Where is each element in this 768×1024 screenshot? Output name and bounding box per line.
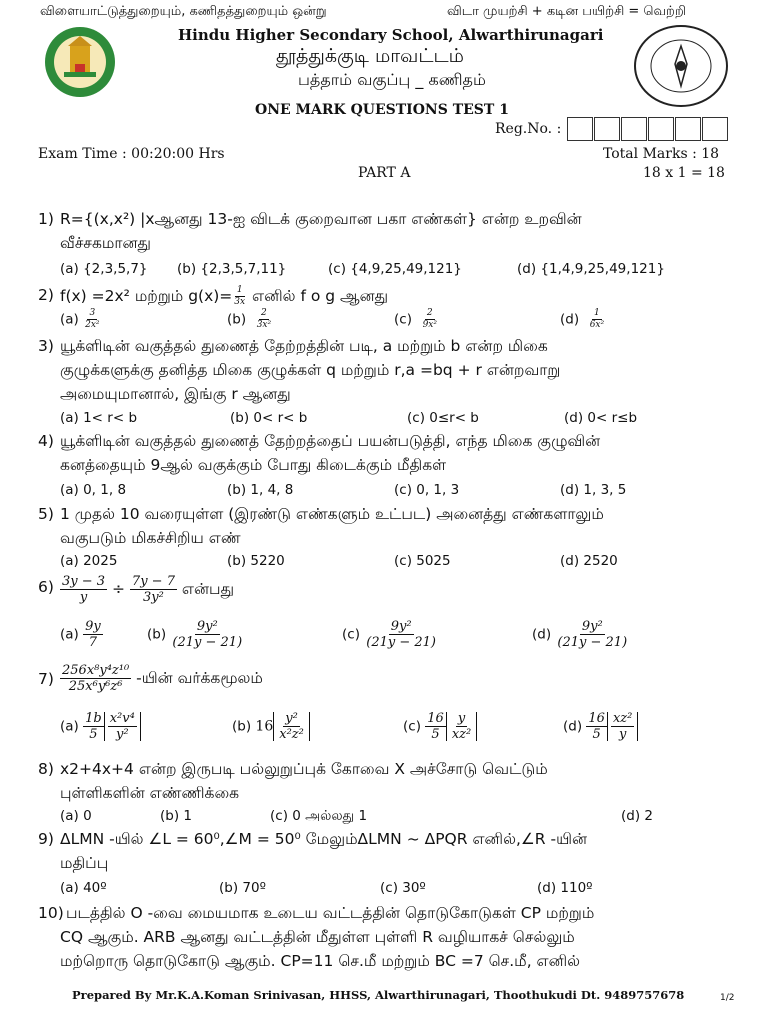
denominator: (21y − 21) bbox=[557, 635, 628, 650]
numerator: 2 bbox=[426, 308, 433, 318]
option-d[interactable]: (d) 110º bbox=[537, 880, 593, 896]
option-label: (d) bbox=[532, 626, 552, 643]
coefficient bbox=[586, 712, 607, 741]
reg-no-box-6[interactable] bbox=[702, 117, 728, 141]
total-marks: Total Marks : 18 bbox=[603, 146, 720, 162]
coefficient bbox=[83, 712, 104, 741]
question-text: மதிப்பு bbox=[60, 854, 109, 872]
header-motto-right: விடா முயற்சி + கடின பயிற்சி = வெற்றி bbox=[447, 4, 687, 19]
absolute-value bbox=[273, 712, 310, 741]
absolute-value bbox=[104, 712, 141, 741]
fraction bbox=[450, 712, 473, 741]
option-b[interactable] bbox=[227, 309, 273, 330]
fraction bbox=[364, 620, 438, 649]
divide-operator: ÷ bbox=[111, 580, 125, 598]
option-d[interactable]: (d) 2520 bbox=[560, 553, 618, 569]
coefficient bbox=[425, 712, 446, 741]
denominator: y bbox=[79, 590, 88, 605]
exam-time: Exam Time : 00:20:00 Hrs bbox=[38, 146, 225, 162]
option-b[interactable]: (b) {2,3,5,7,11} bbox=[177, 261, 287, 277]
option-d[interactable] bbox=[563, 712, 638, 741]
option-c[interactable]: (c) 0 அல்லது 1 bbox=[270, 808, 368, 824]
option-b[interactable]: (b) 0< r< b bbox=[230, 410, 308, 426]
option-c[interactable]: (c) 0≤r< b bbox=[407, 410, 479, 426]
question-number: 9) bbox=[38, 830, 54, 848]
question-text: 1 முதல் 10 வரையுள்ள (இரண்டு எண்களும் உட்பட) அனைத்து எண்களாலும் bbox=[60, 505, 604, 523]
fraction bbox=[555, 620, 629, 649]
question-text: யூக்ளிடின் வகுத்தல் துணைத் தேற்றத்தைப் பயன்படுத்தி, எந்த மிகை குழுவின் bbox=[60, 432, 601, 450]
question-text: படத்தில் O -வை மையமாக உடைய வட்டத்தின் தொடுகோடுகள் CP மற்றும் bbox=[66, 904, 595, 922]
denominator: 25x⁶y⁶z⁶ bbox=[68, 679, 123, 694]
option-a[interactable] bbox=[60, 620, 103, 649]
option-label: (b) bbox=[227, 311, 247, 328]
absolute-value bbox=[446, 712, 477, 741]
question-number: 3) bbox=[38, 337, 54, 355]
question-number: 6) bbox=[38, 578, 54, 596]
numerator: x²v⁴ bbox=[109, 711, 135, 726]
option-d[interactable]: (d) {1,4,9,25,49,121} bbox=[517, 261, 665, 277]
option-c[interactable] bbox=[394, 309, 439, 330]
numerator: 1 bbox=[236, 285, 243, 295]
question-text-post: என்பது bbox=[181, 580, 235, 598]
reg-no-label: Reg.No. : bbox=[495, 121, 562, 137]
fraction bbox=[170, 620, 244, 649]
numerator: 7y − 7 bbox=[131, 574, 175, 589]
numerator: 3 bbox=[89, 308, 96, 318]
numerator: 3y − 3 bbox=[62, 574, 106, 589]
question-number: 1) bbox=[38, 210, 54, 228]
option-label: (c) bbox=[403, 718, 421, 735]
numerator: 9y bbox=[85, 619, 101, 634]
fraction bbox=[108, 712, 137, 741]
option-label: (b) bbox=[147, 626, 167, 643]
question-number: 4) bbox=[38, 432, 54, 450]
denominator: 5 bbox=[89, 727, 98, 742]
fraction bbox=[277, 712, 306, 741]
reg-no-box-4[interactable] bbox=[648, 117, 674, 141]
option-a[interactable]: (a) 0, 1, 8 bbox=[60, 482, 127, 498]
denominator: y² bbox=[115, 727, 129, 742]
question-text: CQ ஆகும். ARB ஆனது வட்டத்தின் மீதுள்ள புள்ளி R வழியாகச் செல்லும் bbox=[60, 928, 575, 946]
question-text: ΔLMN -யில் ∠L = 60⁰,∠M = 50⁰ மேலும்ΔLMN ~ ΔPQR எனில்,∠R -யின் bbox=[60, 830, 588, 848]
option-a[interactable]: (a) 40º bbox=[60, 880, 107, 896]
numerator: 1 bbox=[594, 308, 600, 318]
fraction bbox=[60, 664, 131, 693]
option-b[interactable]: (b) 1, 4, 8 bbox=[227, 482, 294, 498]
question-text-post: எனில் f o g ஆனது bbox=[247, 287, 389, 305]
question-text: வீச்சகமானது bbox=[60, 234, 151, 252]
question-text: குழுக்களுக்கு தனித்த மிகை குழுக்கள் q மற்றும் r,a =bq + r என்றவாறு bbox=[60, 361, 561, 379]
option-label: (a) bbox=[60, 311, 79, 328]
header-motto-left: விளையாட்டுத்துறையும், கணிதத்துறையும் ஒன்று bbox=[40, 4, 327, 19]
option-label: (b) bbox=[232, 718, 252, 735]
denominator: xz² bbox=[451, 727, 472, 742]
question-text: x2+4x+4 என்ற இருபடி பல்லுறுப்புக் கோவை X அச்சோடு வெட்டும் bbox=[60, 760, 548, 778]
option-a[interactable]: (a) {2,3,5,7} bbox=[60, 261, 148, 277]
numerator: 16 bbox=[427, 711, 444, 726]
numerator: xz² bbox=[612, 711, 633, 726]
option-c[interactable]: (c) {4,9,25,49,121} bbox=[328, 261, 462, 277]
question-text bbox=[60, 664, 263, 693]
class-subject: பத்தாம் வகுப்பு _ கணிதம் bbox=[298, 70, 486, 89]
question-text: வகுபடும் மிகச்சிறிய எண் bbox=[60, 529, 241, 547]
school-emblem-left bbox=[42, 24, 118, 100]
question-number: 10) bbox=[38, 904, 64, 922]
reg-no-box-1[interactable] bbox=[567, 117, 593, 141]
fraction bbox=[83, 309, 101, 330]
option-a[interactable] bbox=[60, 712, 141, 741]
numerator: 9y² bbox=[390, 619, 412, 634]
fraction bbox=[255, 309, 273, 330]
denominator: x²z² bbox=[279, 727, 304, 742]
option-c[interactable]: (c) 30º bbox=[380, 880, 426, 896]
option-a[interactable] bbox=[60, 309, 102, 330]
reg-no-box-3[interactable] bbox=[621, 117, 647, 141]
school-emblem-right bbox=[632, 24, 730, 108]
option-label: (a) bbox=[60, 626, 79, 643]
denominator: 5 bbox=[592, 727, 601, 742]
denominator: (21y − 21) bbox=[172, 635, 243, 650]
question-text bbox=[60, 575, 234, 604]
question-text: கனத்தையும் 9ஆல் வகுக்கும் போது கிடைக்கும் மீதிகள் bbox=[60, 456, 447, 474]
option-c[interactable] bbox=[403, 712, 477, 741]
option-c[interactable]: (c) 0, 1, 3 bbox=[394, 482, 460, 498]
fraction bbox=[60, 575, 107, 604]
option-label: (a) bbox=[60, 718, 79, 735]
question-text: மற்றொரு தொடுகோடு ஆகும். CP=11 செ.மீ மற்றும் BC =7 செ.மீ, எனில் bbox=[60, 952, 581, 970]
question-number: 7) bbox=[38, 670, 54, 688]
option-b[interactable] bbox=[147, 620, 244, 649]
option-a[interactable]: (a) 0 bbox=[60, 808, 92, 824]
denominator: 3y² bbox=[143, 590, 164, 605]
option-label: (d) bbox=[563, 718, 583, 735]
footer-prepared-by: Prepared By Mr.K.A.Koman Srinivasan, HHSS, Alwarthirunagari, Thoothukudi Dt. 9489757678 bbox=[72, 988, 685, 1002]
numerator: 9y² bbox=[196, 619, 218, 634]
denominator: 3x bbox=[234, 297, 246, 307]
denominator: 7 bbox=[88, 635, 98, 650]
coefficient: 16 bbox=[255, 718, 274, 735]
denominator: 6x² bbox=[589, 320, 605, 330]
denominator: (21y − 21) bbox=[366, 635, 436, 650]
question-number: 5) bbox=[38, 505, 54, 523]
fraction bbox=[611, 712, 634, 741]
question-text bbox=[60, 286, 388, 307]
option-d[interactable]: (d) 1, 3, 5 bbox=[560, 482, 627, 498]
numerator: 256x⁸y⁴z¹⁰ bbox=[62, 663, 130, 678]
option-a[interactable]: (a) 1< r< b bbox=[60, 410, 138, 426]
question-text: R={(x,x²) |xஆனது 13-ஐ விடக் குறைவான பகா எண்கள்} என்ற உறவின் bbox=[60, 210, 582, 228]
fraction bbox=[130, 575, 177, 604]
option-a[interactable]: (a) 2025 bbox=[60, 553, 118, 569]
option-label: (c) bbox=[342, 626, 360, 643]
fraction bbox=[83, 620, 103, 649]
school-name: Hindu Higher Secondary School, Alwarthirunagari bbox=[178, 26, 604, 44]
numerator: 9y² bbox=[581, 619, 603, 634]
district-name: தூத்துக்குடி மாவட்டம் bbox=[276, 45, 464, 67]
question-text: அமையுமானால், இங்கு r ஆனது bbox=[60, 385, 291, 403]
numerator: 2 bbox=[261, 308, 267, 318]
denominator: 9x² bbox=[422, 320, 437, 330]
option-label: (c) bbox=[394, 311, 412, 328]
reg-no-box-5[interactable] bbox=[675, 117, 701, 141]
option-b[interactable]: (b) 1 bbox=[160, 808, 192, 824]
reg-no-box-2[interactable] bbox=[594, 117, 620, 141]
denominator: y bbox=[618, 727, 627, 742]
question-text-pre: f(x) =2x² மற்றும் g(x)= bbox=[60, 287, 233, 305]
fraction bbox=[232, 286, 247, 307]
option-c[interactable]: (c) 5025 bbox=[394, 553, 451, 569]
marks-calc: 18 x 1 = 18 bbox=[643, 165, 725, 181]
option-d[interactable]: (d) 0< r≤b bbox=[564, 410, 638, 426]
option-d[interactable] bbox=[532, 620, 629, 649]
question-text-post: -யின் வர்க்கமூலம் bbox=[136, 669, 263, 687]
denominator: 2x² bbox=[85, 320, 100, 330]
option-b[interactable]: (b) 5220 bbox=[227, 553, 285, 569]
denominator: 3x² bbox=[256, 320, 272, 330]
absolute-value bbox=[607, 712, 638, 741]
numerator: 16 bbox=[588, 711, 605, 726]
question-number: 8) bbox=[38, 760, 54, 778]
fraction bbox=[421, 309, 439, 330]
part-label: PART A bbox=[358, 165, 411, 181]
question-text: யூக்ளிடின் வகுத்தல் துணைத் தேற்றத்தின் படி, a மற்றும் b என்ற மிகை bbox=[60, 337, 548, 355]
numerator: 1b bbox=[85, 711, 102, 726]
option-d[interactable] bbox=[560, 309, 606, 330]
option-label: (d) bbox=[560, 311, 580, 328]
denominator: 5 bbox=[431, 727, 440, 742]
question-number: 2) bbox=[38, 286, 54, 304]
fraction bbox=[588, 309, 606, 330]
numerator: y bbox=[457, 711, 466, 726]
option-c[interactable] bbox=[342, 620, 438, 649]
numerator: y² bbox=[285, 711, 298, 726]
page-number: 1/2 bbox=[720, 993, 735, 1003]
option-d[interactable]: (d) 2 bbox=[621, 808, 653, 824]
question-text: புள்ளிகளின் எண்ணிக்கை bbox=[60, 784, 240, 802]
option-b[interactable]: (b) 70º bbox=[219, 880, 266, 896]
option-b[interactable] bbox=[232, 712, 310, 741]
test-title: ONE MARK QUESTIONS TEST 1 bbox=[255, 102, 509, 118]
